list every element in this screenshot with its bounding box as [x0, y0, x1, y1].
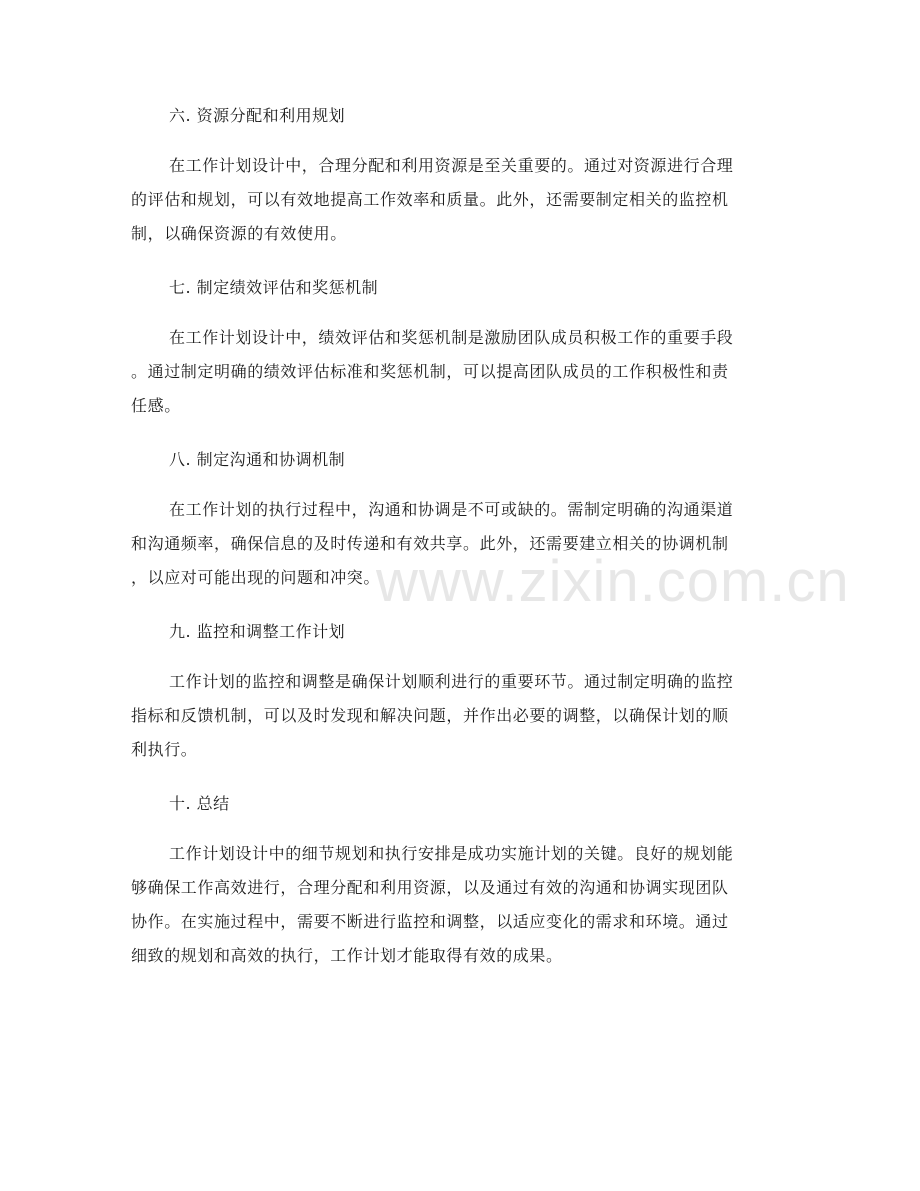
paragraph-line: 和沟通频率，确保信息的及时传递和有效共享。此外，还需要建立相关的协调机制: [131, 534, 729, 553]
paragraph-line: 制，以确保资源的有效使用。: [131, 224, 347, 243]
paragraph-line: 在工作计划设计中，合理分配和利用资源是至关重要的。通过对资源进行合理: [169, 156, 734, 175]
paragraph-line: 工作计划设计中的细节规划和执行安排是成功实施计划的关键。良好的规划能: [169, 844, 734, 863]
paragraph-line: 任感。: [131, 396, 181, 415]
section-communication: [131, 448, 791, 595]
section-heading: 九. 监控和调整工作计划: [169, 622, 346, 641]
section-performance-evaluation: [131, 276, 791, 423]
document-body: [131, 104, 791, 998]
paragraph-line: 协作。在实施过程中，需要不断进行监控和调整，以适应变化的需求和环境。通过: [131, 912, 729, 931]
paragraph-line: 指标和反馈机制，可以及时发现和解决问题，并作出必要的调整，以确保计划的顺: [131, 706, 729, 725]
section-paragraph: [131, 665, 791, 767]
paragraph-line: 够确保工作高效进行，合理分配和利用资源，以及通过有效的沟通和协调实现团队: [131, 878, 729, 897]
section-paragraph: [131, 493, 791, 595]
section-paragraph: [131, 149, 791, 251]
paragraph-line: 工作计划的监控和调整是确保计划顺利进行的重要环节。通过制定明确的监控: [169, 672, 734, 691]
paragraph-line: 。通过制定明确的绩效评估标准和奖惩机制，可以提高团队成员的工作积极性和责: [131, 362, 729, 381]
section-summary: [131, 792, 791, 973]
section-monitoring: [131, 620, 791, 767]
paragraph-line: 在工作计划设计中，绩效评估和奖惩机制是激励团队成员积极工作的重要手段: [169, 328, 734, 347]
section-heading: 八. 制定沟通和协调机制: [169, 450, 346, 469]
section-resource-allocation: [131, 104, 791, 251]
section-heading: 六. 资源分配和利用规划: [169, 106, 346, 125]
paragraph-line: 细致的规划和高效的执行，工作计划才能取得有效的成果。: [131, 946, 563, 965]
section-paragraph: [131, 321, 791, 423]
section-heading: 七. 制定绩效评估和奖惩机制: [169, 278, 379, 297]
paragraph-line: 利执行。: [131, 740, 198, 759]
section-heading: 十. 总结: [169, 794, 230, 813]
paragraph-line: 的评估和规划，可以有效地提高工作效率和质量。此外，还需要制定相关的监控机: [131, 190, 729, 209]
section-paragraph: [131, 837, 791, 973]
paragraph-line: 在工作计划的执行过程中，沟通和协调是不可或缺的。需制定明确的沟通渠道: [169, 500, 734, 519]
paragraph-line: ，以应对可能出现的问题和冲突。: [131, 568, 381, 587]
watermark: www.zixin.com.cn: [376, 549, 850, 614]
